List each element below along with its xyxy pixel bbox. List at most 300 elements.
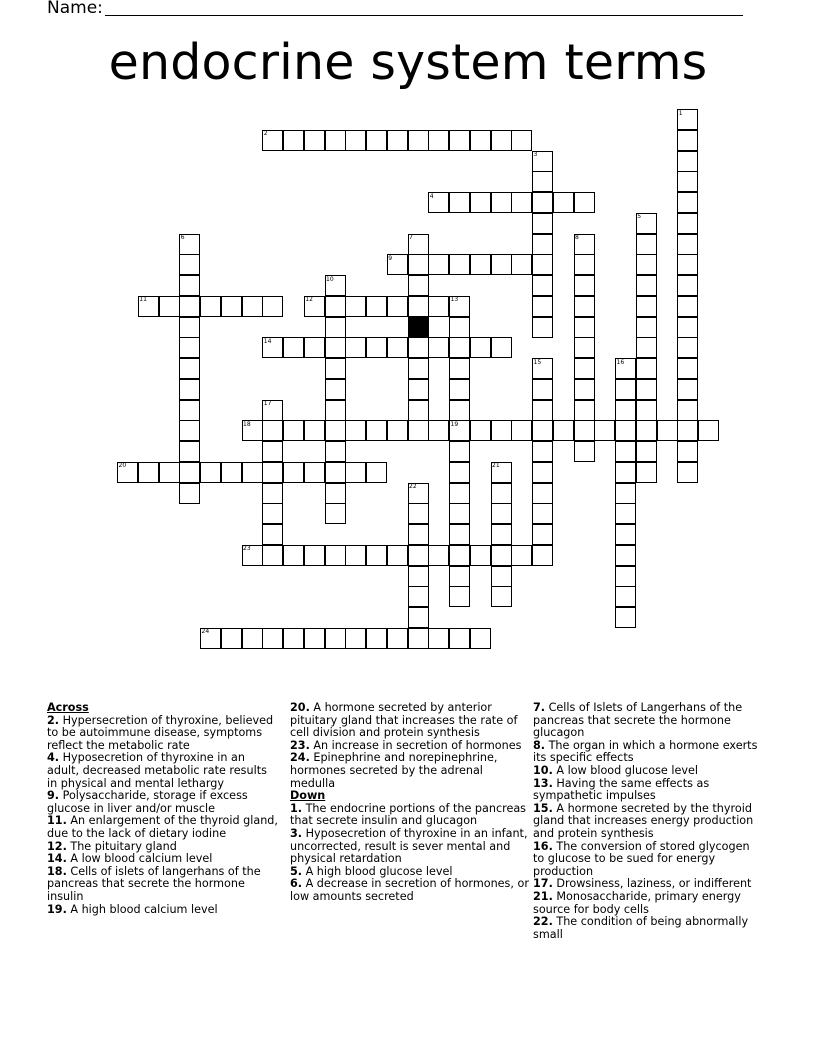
crossword-cell[interactable] [408,607,429,628]
crossword-cell[interactable] [470,545,491,566]
crossword-cell[interactable] [615,483,636,504]
crossword-cell[interactable] [159,296,180,317]
down-clue [290,803,530,828]
clue-number: 6 [180,234,185,241]
crossword-cell[interactable] [574,441,595,462]
crossword-cell[interactable] [262,524,283,545]
crossword-cell[interactable] [262,503,283,524]
crossword-cell[interactable] [491,524,512,545]
crossword-cell[interactable] [532,545,553,566]
crossword-block [408,317,429,338]
crossword-cell[interactable] [615,586,636,607]
crossword-cell[interactable] [491,337,512,358]
crossword-cell[interactable] [615,545,636,566]
crossword-cell[interactable] [179,441,200,462]
crossword-cell[interactable] [408,503,429,524]
down-clue [533,916,758,941]
clue-number: 22 [409,483,417,490]
crossword-cell[interactable] [221,296,242,317]
crossword-cell[interactable] [470,192,491,213]
crossword-cell[interactable] [677,379,698,400]
crossword-cell[interactable] [387,296,408,317]
crossword-cell[interactable] [636,400,657,421]
crossword-cell[interactable] [449,566,470,587]
crossword-cell[interactable] [470,130,491,151]
clue-number: 24 [201,628,210,636]
across-clue [290,752,530,790]
down-clue [533,778,758,803]
clue-number: 23 [243,545,251,553]
crossword-cell[interactable] [677,213,698,234]
clue-number: 7 [409,234,413,241]
clue-text: Drowsiness, laziness, or indifferent [552,877,752,891]
crossword-cell[interactable] [408,275,429,296]
crossword-cell[interactable] [470,420,491,441]
crossword-cell[interactable] [366,462,387,483]
crossword-cell[interactable] [325,483,346,504]
crossword-cell[interactable] [179,254,200,275]
crossword-cell[interactable] [325,420,346,441]
crossword-cell[interactable] [449,462,470,483]
crossword-cell[interactable] [511,130,532,151]
crossword-cell[interactable] [677,400,698,421]
crossword-cell[interactable] [574,400,595,421]
crossword-cell[interactable] [574,192,595,213]
crossword-cell[interactable] [179,379,200,400]
crossword-cell[interactable] [615,379,636,400]
crossword-cell[interactable] [615,462,636,483]
crossword-cell[interactable] [615,566,636,587]
clues-column-2 [290,702,530,904]
crossword-cell[interactable] [408,545,429,566]
crossword-cell[interactable] [345,462,366,483]
clue-text: The conversion of stored glycogen to glucose to be sued for energy production [533,839,750,878]
crossword-cell[interactable] [428,545,449,566]
crossword-cell[interactable] [179,462,200,483]
clue-number-label: 19. [47,902,67,916]
crossword-cell[interactable] [179,296,200,317]
crossword-cell[interactable] [408,379,429,400]
crossword-cell[interactable] [449,254,470,275]
crossword-cell[interactable] [304,337,325,358]
crossword-cell[interactable] [345,420,366,441]
crossword-cell[interactable] [470,337,491,358]
crossword-cell[interactable] [138,462,159,483]
crossword-cell[interactable] [615,607,636,628]
clue-number-label: 8. [533,738,546,752]
crossword-cell[interactable] [283,545,304,566]
crossword-cell[interactable] [677,171,698,192]
clue-number-label: 6. [290,877,303,891]
clue-text: Hyposecretion of thyroxine in an infant, uncorrected, result is sever mental and physical retardation [290,826,528,866]
crossword-cell[interactable] [345,545,366,566]
crossword-cell[interactable] [242,462,263,483]
crossword-cell[interactable] [449,586,470,607]
crossword-cell[interactable] [677,441,698,462]
crossword-cell[interactable] [491,130,512,151]
page-title: endocrine system terms [108,34,708,91]
crossword-cell[interactable] [491,545,512,566]
clue-number-label: 20. [290,701,310,714]
crossword-cell[interactable] [532,192,553,213]
clue-number: 2 [263,130,268,138]
crossword-cell[interactable] [636,234,657,255]
crossword-cell[interactable] [408,566,429,587]
crossword-cell[interactable] [304,628,325,649]
crossword-cell[interactable] [574,420,595,441]
crossword-cell[interactable] [221,462,242,483]
crossword-cell[interactable] [532,483,553,504]
crossword-cell[interactable] [511,420,532,441]
clue-number: 17 [263,400,272,407]
crossword-cell[interactable] [242,628,263,649]
clue-number: 13 [450,296,459,304]
crossword-cell[interactable] [428,628,449,649]
name-label: Name: [47,0,103,18]
crossword-cell[interactable] [553,192,574,213]
crossword-cell[interactable] [532,503,553,524]
crossword-cell[interactable] [636,420,657,441]
clue-number: 14 [263,337,272,345]
clue-number-label: 7. [533,701,546,714]
crossword-cell[interactable] [491,586,512,607]
crossword-cell[interactable] [532,462,553,483]
down-clue [290,828,530,866]
crossword-cell[interactable] [698,420,719,441]
crossword-cell[interactable] [532,400,553,421]
clue-text: The endocrine portions of the pancreas that secrete insulin and glucagon [290,801,527,828]
crossword-cell[interactable] [677,151,698,172]
crossword-cell[interactable] [449,358,470,379]
crossword-cell[interactable] [449,192,470,213]
crossword-cell[interactable] [366,130,387,151]
crossword-cell[interactable] [408,628,429,649]
crossword-cell[interactable] [636,441,657,462]
clue-number: 10 [326,275,334,283]
crossword-cell[interactable] [636,462,657,483]
crossword-cell[interactable] [408,586,429,607]
crossword-cell[interactable] [511,254,532,275]
crossword-cell[interactable] [200,296,221,317]
crossword-cell[interactable] [345,628,366,649]
clue-number-label: 24. [290,751,310,765]
crossword-cell[interactable] [262,462,283,483]
crossword-cell[interactable] [594,420,615,441]
across-clue [47,715,279,753]
crossword-cell[interactable] [615,400,636,421]
crossword-cell[interactable] [511,545,532,566]
crossword-cell[interactable] [262,628,283,649]
crossword-cell[interactable] [159,462,180,483]
crossword-cell[interactable] [304,462,325,483]
clue-number-label: 21. [533,889,553,903]
crossword-cell[interactable] [408,337,429,358]
crossword-cell[interactable] [532,234,553,255]
crossword-cell[interactable] [179,337,200,358]
clue-number-label: 11. [47,814,67,828]
clue-text: A high blood calcium level [66,902,218,916]
across-clue [47,904,279,917]
crossword-cell[interactable] [262,420,283,441]
clue-number: 5 [637,213,642,221]
crossword-cell[interactable] [304,130,325,151]
crossword-cell[interactable] [366,420,387,441]
crossword-cell[interactable] [449,379,470,400]
crossword-cell[interactable] [449,400,470,421]
crossword-cell[interactable] [532,296,553,317]
across-clue [47,815,279,840]
crossword-cell[interactable] [408,358,429,379]
crossword-cell[interactable] [304,545,325,566]
crossword-cell[interactable] [636,358,657,379]
crossword-cell[interactable] [677,234,698,255]
crossword-cell[interactable] [449,317,470,338]
crossword-cell[interactable] [262,441,283,462]
across-clue [47,790,279,815]
clue-number-label: 4. [47,751,60,765]
crossword-cell[interactable] [677,254,698,275]
crossword-cell[interactable] [179,400,200,421]
crossword-cell[interactable] [283,337,304,358]
crossword-cell[interactable] [449,628,470,649]
clue-number: 19 [450,420,459,428]
crossword-cell[interactable] [283,462,304,483]
crossword-cell[interactable] [677,462,698,483]
crossword-cell[interactable] [325,130,346,151]
clue-text: A high blood glucose level [302,864,453,878]
crossword-cell[interactable] [283,628,304,649]
clue-number: 16 [616,358,625,366]
clue-text: Having the same effects as sympathetic impulses [533,776,710,803]
clue-text: Epinephrine and norepinephrine, hormones secreted by the adrenal medulla [290,751,498,790]
clues-heading: Down [290,789,326,803]
down-clue [533,740,758,765]
clue-text: Cells of Islets of Langerhans of the pancreas that secrete the hormone glucagon [533,701,743,740]
clue-number-label: 18. [47,864,67,878]
crossword-cell[interactable] [283,420,304,441]
crossword-cell[interactable] [511,192,532,213]
crossword-cell[interactable] [677,275,698,296]
crossword-cell[interactable] [532,420,553,441]
clue-number-label: 9. [47,789,60,803]
crossword-cell[interactable] [470,254,491,275]
crossword-cell[interactable] [428,254,449,275]
crossword-cell[interactable] [408,400,429,421]
crossword-cell[interactable] [366,545,387,566]
clue-text: A hormone secreted by anterior pituitary gland that increases the rate of cell division and protein synthesis [290,701,518,740]
clues-column-1 [47,702,279,916]
clue-text: The condition of being abnormally small [533,915,749,941]
crossword-cell[interactable] [491,192,512,213]
crossword-cell[interactable] [677,420,698,441]
crossword-cell[interactable] [325,462,346,483]
crossword-cell[interactable] [574,358,595,379]
crossword-cell[interactable] [615,503,636,524]
crossword-cell[interactable] [387,545,408,566]
crossword-cell[interactable] [345,296,366,317]
crossword-cell[interactable] [532,171,553,192]
clue-text: Monosaccharide, primary energy source for body cells [533,889,741,916]
crossword-cell[interactable] [677,337,698,358]
crossword-cell[interactable] [408,524,429,545]
crossword-cell[interactable] [325,628,346,649]
crossword-cell[interactable] [283,130,304,151]
clue-number-label: 17. [533,877,553,891]
crossword-cell[interactable] [491,420,512,441]
crossword-cell[interactable] [325,503,346,524]
crossword-cell[interactable] [387,628,408,649]
crossword-cell[interactable] [657,420,678,441]
crossword-cell[interactable] [408,254,429,275]
crossword-cell[interactable] [179,358,200,379]
crossword-cell[interactable] [345,130,366,151]
clue-number-label: 22. [533,915,553,929]
crossword-cell[interactable] [574,337,595,358]
crossword-cell[interactable] [262,483,283,504]
crossword-cell[interactable] [428,130,449,151]
crossword-cell[interactable] [408,130,429,151]
crossword-cell[interactable] [366,296,387,317]
down-clue [533,841,758,879]
crossword-cell[interactable] [449,483,470,504]
crossword-cell[interactable] [470,628,491,649]
clue-text: A decrease in secretion of hormones, or low amounts secreted [290,877,529,903]
clue-number: 1 [678,109,683,117]
crossword-cell[interactable] [491,503,512,524]
crossword-cell[interactable] [491,566,512,587]
crossword-cell[interactable] [636,337,657,358]
clue-number-label: 10. [533,763,553,777]
crossword-cell[interactable] [677,317,698,338]
clue-text: Hypersecretion of thyroxine, believed to be autoimmune disease, symptoms reflect the metabolic rate [47,713,274,752]
clue-number: 21 [492,462,500,470]
crossword-cell[interactable] [532,254,553,275]
crossword-cell[interactable] [677,192,698,213]
across-clue [47,866,279,904]
crossword-cell[interactable] [428,296,449,317]
crossword-cell[interactable] [574,275,595,296]
crossword-cell[interactable] [428,337,449,358]
crossword-cell[interactable] [262,545,283,566]
clue-number-label: 23. [290,738,310,752]
crossword-cell[interactable] [325,296,346,317]
crossword-cell[interactable] [449,337,470,358]
crossword-cell[interactable] [325,441,346,462]
clue-number-label: 13. [533,776,553,790]
crossword-cell[interactable] [408,420,429,441]
crossword-cell[interactable] [262,296,283,317]
crossword-cell[interactable] [428,420,449,441]
crossword-cell[interactable] [532,317,553,338]
clues-heading: Across [47,701,89,714]
crossword-cell[interactable] [179,483,200,504]
crossword-cell[interactable] [449,503,470,524]
clue-number-label: 16. [533,839,553,853]
crossword-cell[interactable] [325,317,346,338]
clue-number: 8 [575,234,579,241]
crossword-cell[interactable] [325,358,346,379]
crossword-cell[interactable] [179,275,200,296]
clue-text: A low blood calcium level [66,852,213,866]
crossword-cell[interactable] [449,130,470,151]
crossword-cell[interactable] [200,462,221,483]
crossword-cell[interactable] [636,317,657,338]
crossword-cell[interactable] [449,441,470,462]
clue-number: 18 [243,420,251,428]
crossword-cell[interactable] [636,254,657,275]
crossword-cell[interactable] [532,524,553,545]
crossword-cell[interactable] [387,130,408,151]
crossword-cell[interactable] [574,296,595,317]
crossword-cell[interactable] [574,379,595,400]
crossword-cell[interactable] [325,545,346,566]
crossword-cell[interactable] [304,420,325,441]
crossword-cell[interactable] [179,317,200,338]
crossword-cell[interactable] [491,483,512,504]
clue-text: A hormone secreted by the thyroid gland that increases energy production and protein synthesis [533,801,754,840]
crossword-cell[interactable] [325,337,346,358]
crossword-cell[interactable] [532,275,553,296]
crossword-cell[interactable] [366,628,387,649]
crossword-cell[interactable] [449,545,470,566]
crossword-cell[interactable] [553,420,574,441]
down-clue [533,803,758,841]
clue-number: 4 [429,192,434,200]
crossword-cell[interactable] [491,254,512,275]
crossword-cell[interactable] [532,213,553,234]
down-clue [533,702,758,740]
crossword-cell[interactable] [636,379,657,400]
crossword-cell[interactable] [615,441,636,462]
clue-number: 9 [388,254,393,262]
crossword-cell[interactable] [408,296,429,317]
clue-text: Cells of islets of langerhans of the pancreas that secrete the hormone insulin [47,864,261,903]
crossword-cell[interactable] [615,420,636,441]
crossword-cell[interactable] [449,524,470,545]
clue-number: 11 [139,296,147,304]
crossword-cell[interactable] [221,628,242,649]
crossword-cell[interactable] [615,524,636,545]
crossword-cell[interactable] [345,337,366,358]
crossword-cell[interactable] [242,296,263,317]
clues-column-3 [533,702,758,941]
crossword-cell[interactable] [636,275,657,296]
clue-number: 12 [305,296,313,304]
crossword-cell[interactable] [179,420,200,441]
crossword-cell[interactable] [574,317,595,338]
crossword-cell[interactable] [677,296,698,317]
crossword-cell[interactable] [677,358,698,379]
crossword-cell[interactable] [677,130,698,151]
crossword-cell[interactable] [387,337,408,358]
clue-text: A low blood glucose level [552,763,698,777]
clue-text: Hyposecretion of thyroxine in an adult, decreased metabolic rate results in physical and mental lethargy [47,751,267,790]
crossword-cell[interactable] [325,379,346,400]
crossword-cell[interactable] [325,400,346,421]
crossword-cell[interactable] [636,296,657,317]
crossword-cell[interactable] [387,420,408,441]
crossword-cell[interactable] [532,441,553,462]
clue-text: The pituitary gland [66,839,177,853]
down-clue [533,891,758,916]
clue-number-label: 15. [533,801,553,815]
crossword-cell[interactable] [366,337,387,358]
crossword-cell[interactable] [574,254,595,275]
crossword-cell[interactable] [532,379,553,400]
clue-number-label: 14. [47,852,67,866]
clue-number-label: 3. [290,826,303,840]
clue-number-label: 5. [290,864,303,878]
